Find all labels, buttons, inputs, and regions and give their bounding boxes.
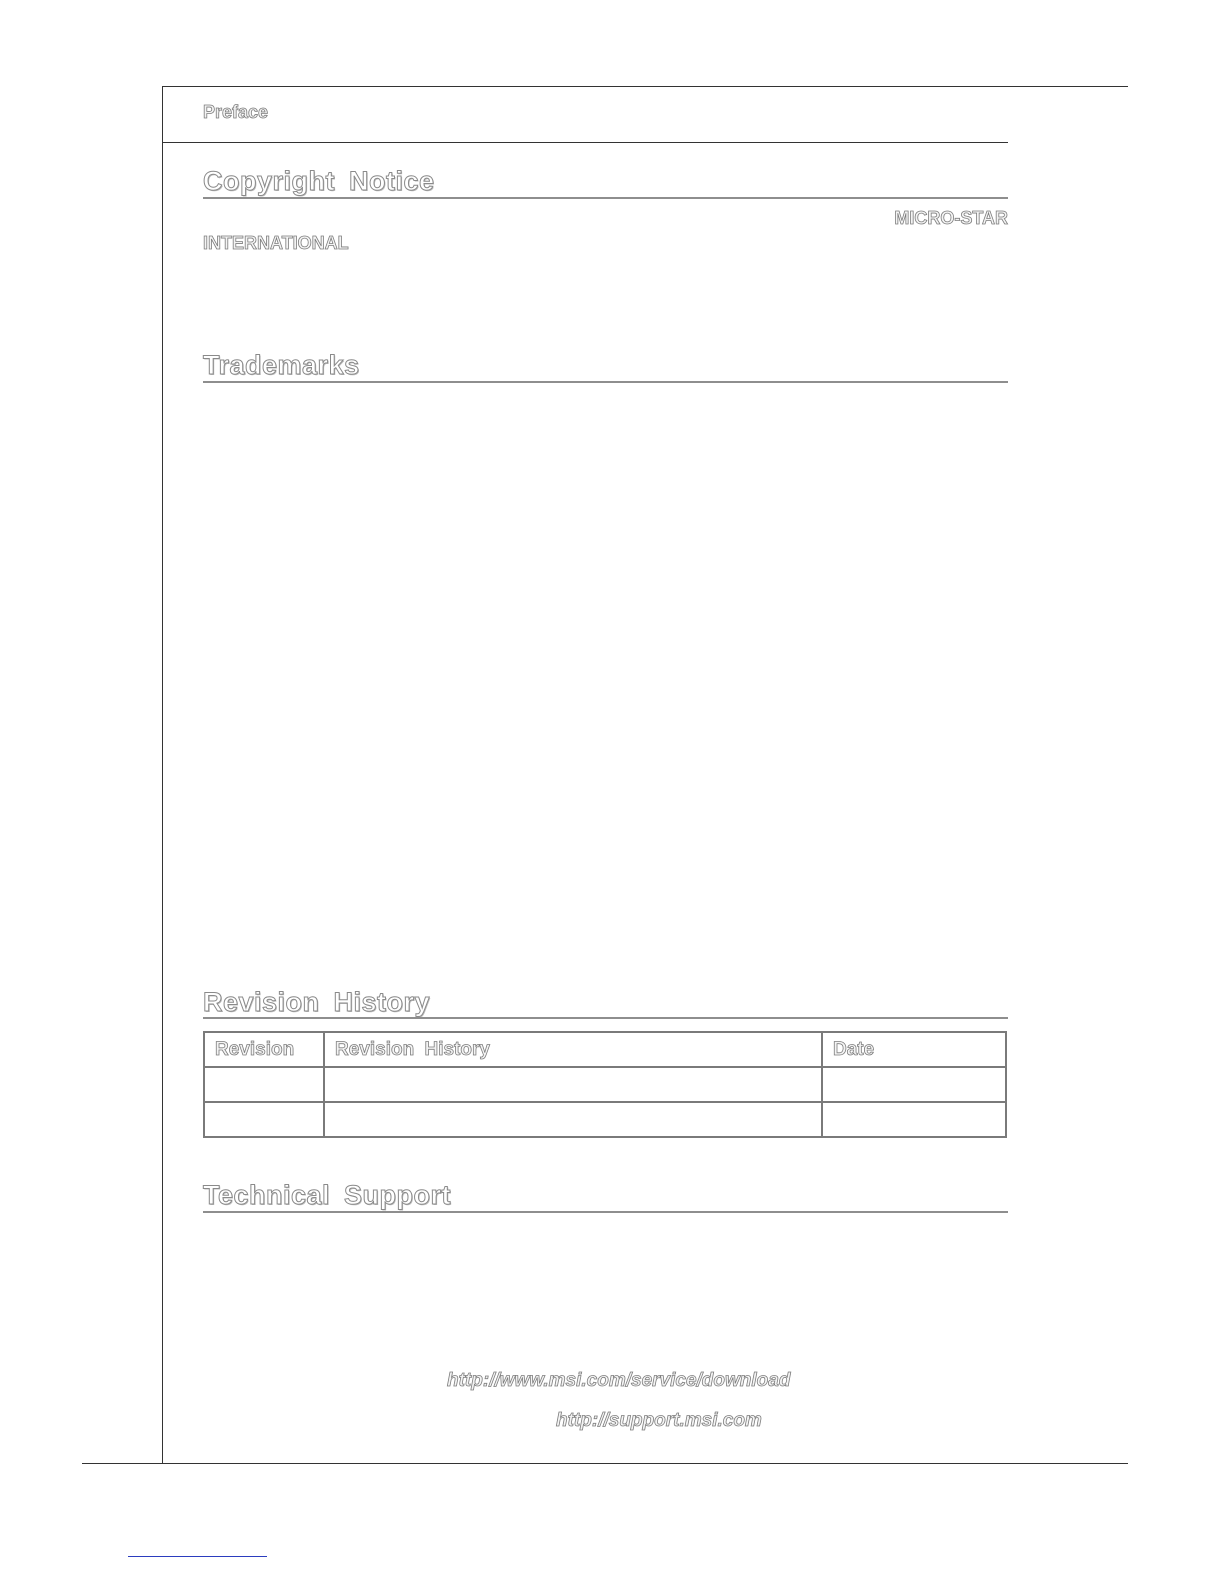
- table-cell-revision: [204, 1102, 324, 1137]
- company-name-line1: MICRO-STAR: [894, 208, 1008, 228]
- revision-history-table: [203, 1031, 1007, 1138]
- header-divider: [162, 142, 1008, 143]
- running-header: Preface: [203, 102, 269, 122]
- technical-support-heading: Technical Support: [203, 1180, 452, 1210]
- page-frame-bottom-line: [82, 1463, 1128, 1464]
- table-cell-history: [324, 1102, 822, 1137]
- column-header-revision: Revision: [204, 1032, 324, 1067]
- table-header-row: [204, 1032, 1006, 1067]
- column-header-date: Date: [822, 1032, 1006, 1067]
- copyright-notice-heading: Copyright Notice: [203, 166, 435, 196]
- table-cell-date: [822, 1067, 1006, 1102]
- technical-support-rule: [203, 1211, 1008, 1213]
- support-link[interactable]: http://support.msi.com: [556, 1410, 762, 1431]
- revision-history-heading: Revision History: [203, 987, 431, 1017]
- download-link[interactable]: http://www.msi.com/service/download: [447, 1370, 791, 1391]
- table-cell-revision: [204, 1067, 324, 1102]
- table-row: [204, 1102, 1006, 1137]
- trademarks-rule: [203, 381, 1008, 383]
- copyright-notice-rule: [203, 197, 1008, 199]
- table-row: [204, 1067, 1006, 1102]
- table-cell-history: [324, 1067, 822, 1102]
- page-frame-left-line: [162, 86, 163, 1464]
- trademarks-heading: Trademarks: [203, 350, 360, 380]
- table-cell-date: [822, 1102, 1006, 1137]
- column-header-revision-history: Revision History: [324, 1032, 822, 1067]
- company-name-line2: INTERNATIONAL: [203, 233, 349, 253]
- page-frame-top-line: [162, 86, 1128, 87]
- revision-history-rule: [203, 1017, 1008, 1019]
- footer-mark-line: [128, 1556, 267, 1557]
